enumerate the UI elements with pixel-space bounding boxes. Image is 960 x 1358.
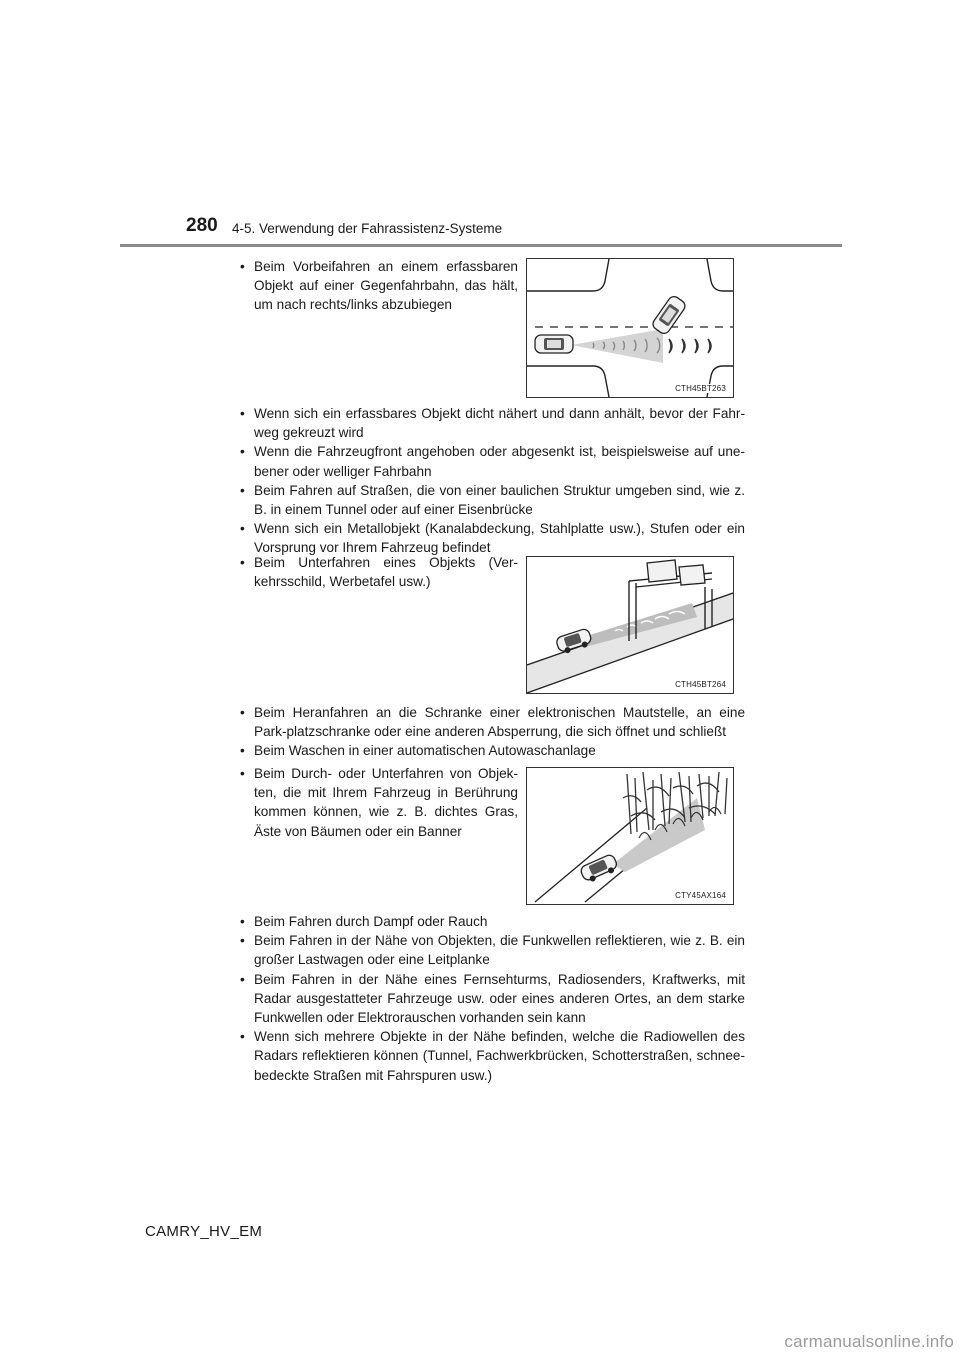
bullet-list-1 [240,257,518,315]
figure-code: CTY45AX164 [675,891,726,900]
watermark[interactable]: carmanualsonline.info [784,1332,954,1351]
bullet-list-5 [240,764,518,841]
figure-oncoming-vehicle [526,258,734,398]
section-title: 4-5. Verwendung der Fahrassistenz-Systeme [232,221,503,236]
list-item: • Wenn die Fahrzeugfront angehoben oder abgesenkt ist, beispielsweise auf une-bener oder welliger Fahrbahn [240,442,745,480]
list-item: • Wenn sich ein erfassbares Objekt dicht nähert und dann anhält, bevor der Fahr-weg gekreuzt wird [240,404,745,442]
header-divider [120,244,842,247]
list-item: • Wenn sich mehrere Objekte in der Nähe befinden, welche die Radiowellen des Radars reflektieren können (Tunnel, Fachwerkbrücken, Schotterstraßen, schnee-bedeckte Straßen mit Fahrspuren usw.) [240,1027,745,1085]
list-item: • Beim Fahren durch Dampf oder Rauch [240,912,745,931]
figure-code: CTH45BT264 [675,680,726,689]
list-item: • Wenn sich ein Metallobjekt (Kanalabdeckung, Stahlplatte usw.), Stufen oder ein Vorsprung vor Ihrem Fahrzeug befindet [240,519,745,557]
bullet-list-6 [240,912,745,1085]
figure-code: CTH45BT263 [675,384,726,393]
model-code: CAMRY_HV_EM [145,1223,263,1240]
bullet-list-3 [240,553,518,591]
figure-tall-grass [526,767,734,905]
list-item: • Beim Unterfahren eines Objekts (Ver-kehrsschild, Werbetafel usw.) [240,553,518,591]
list-item: • Beim Fahren in der Nähe von Objekten, die Funkwellen reflektieren, wie z. B. ein großer Lastwagen oder eine Leitplanke [240,931,745,969]
list-item: • Beim Heranfahren an die Schranke einer elektronischen Mautstelle, an eine Park-platzschranke oder eine anderen Absperrung, die sich öffnet und schließt [240,703,745,741]
bullet-list-2 [240,404,745,558]
overhead-sign-illustration [527,557,733,693]
oncoming-turning-vehicle-illustration [527,259,733,397]
bullet-list-4 [240,703,745,761]
figure-overhead-sign [526,556,734,694]
list-item: • Beim Vorbeifahren an einem erfassbaren Objekt auf einer Gegenfahrbahn, das hält, um nach rechts/links abzubiegen [240,257,518,315]
tall-grass-illustration [527,768,733,904]
list-item: • Beim Fahren auf Straßen, die von einer baulichen Struktur umgeben sind, wie z. B. in einem Tunnel oder auf einer Eisenbrücke [240,481,745,519]
list-item: • Beim Durch- oder Unterfahren von Objek-ten, die mit Ihrem Fahrzeug in Berührung kommen können, wie z. B. dichtes Gras, Äste von Bäumen oder ein Banner [240,764,518,841]
list-item: • Beim Fahren in der Nähe eines Fernsehturms, Radiosenders, Kraftwerks, mit Radar ausgestatteter Fahrzeuge usw. oder eines anderen Ortes, an dem starke Funkwellen oder Elektrorauschen vorhanden sein kann [240,970,745,1028]
list-item: • Beim Waschen in einer automatischen Autowaschanlage [240,741,745,760]
page-number: 280 [186,215,218,236]
